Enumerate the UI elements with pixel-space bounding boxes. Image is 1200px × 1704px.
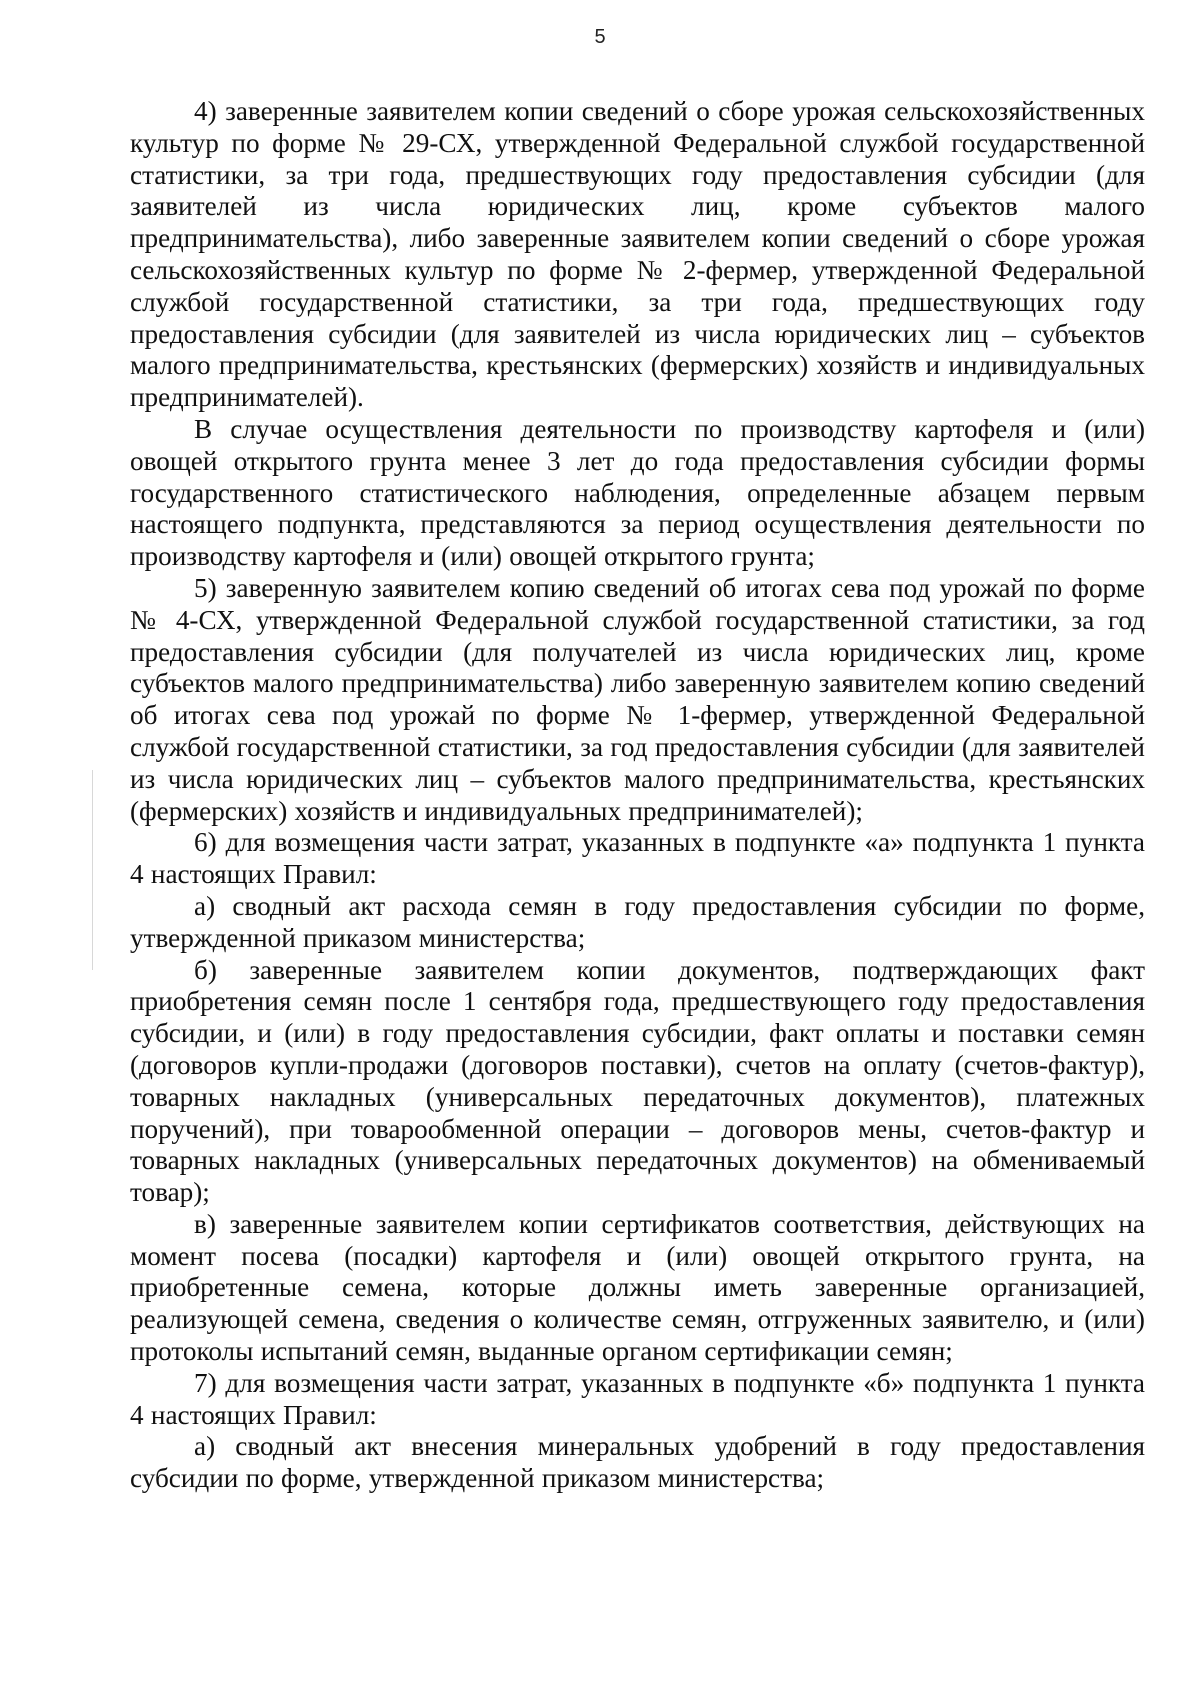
paragraph-item-5: 5) заверенную заявителем копию сведений об итогах сева под урожай по форме № 4-СХ, утвержденной Федеральной службой государственной статистики, за год предоставления субсидии (для получателей из числа юридических лиц, кроме субъектов малого предпринимательства) либо заверенную заявителем копию сведений об итогах сева под урожай по форме № 1-фермер, утвержденной Федеральной службой государственной статистики, за год предоставления субсидии (для заявителей из числа юридических лиц – субъектов малого предпринимательства, крестьянских (фермерских) хозяйств и индивидуальных предпринимателей); [130, 572, 1145, 826]
paragraph-item-7a: а) сводный акт внесения минеральных удобрений в году предоставления субсидии по форме, утвержденной приказом министерства; [130, 1431, 1145, 1494]
margin-mark [92, 770, 93, 970]
page-number: 5 [594, 26, 606, 48]
paragraph-item-7: 7) для возмещения части затрат, указанных в подпункте «б» подпункта 1 пункта 4 настоящих Правил: [130, 1367, 1145, 1430]
document-body [130, 96, 1145, 1495]
paragraph-item-6a: а) сводный акт расхода семян в году предоставления субсидии по форме, утвержденной приказом министерства; [130, 890, 1145, 953]
paragraph-item-4: 4) заверенные заявителем копии сведений о сборе урожая сельскохозяйственных культур по форме № 29-СХ, утвержденной Федеральной службой государственной статистики, за три года, предшествующих году предоставления субсидии (для заявителей из числа юридических лиц, кроме субъектов малого предпринимательства), либо заверенные заявителем копии сведений о сборе урожая сельскохозяйственных культур по форме № 2-фермер, утвержденной Федеральной службой государственной статистики, за три года, предшествующих году предоставления субсидии (для заявителей из числа юридических лиц – субъектов малого предпринимательства, крестьянских (фермерских) хозяйств и индивидуальных предпринимателей). [130, 96, 1145, 413]
paragraph-item-6b: б) заверенные заявителем копии документов, подтверждающих факт приобретения семян после 1 сентября года, предшествующего году предоставления субсидии, и (или) в году предоставления субсидии, факт оплаты и поставки семян (договоров купли-продажи (договоров поставки), счетов на оплату (счетов-фактур), товарных накладных (универсальных передаточных документов), платежных поручений), при товарообменной операции – договоров мены, счетов-фактур и товарных накладных (универсальных передаточных документов) на обмениваемый товар); [130, 954, 1145, 1208]
paragraph-item-4-note: В случае осуществления деятельности по производству картофеля и (или) овощей открытого грунта менее 3 лет до года предоставления субсидии формы государственного статистического наблюдения, определенные абзацем первым настоящего подпункта, представляются за период осуществления деятельности по производству картофеля и (или) овощей открытого грунта; [130, 413, 1145, 572]
paragraph-item-6: 6) для возмещения части затрат, указанных в подпункте «а» подпункта 1 пункта 4 настоящих Правил: [130, 827, 1145, 890]
paragraph-item-6v: в) заверенные заявителем копии сертификатов соответствия, действующих на момент посева (посадки) картофеля и (или) овощей открытого грунта, на приобретенные семена, которые должны иметь заверенные организацией, реализующей семена, сведения о количестве семян, отгруженных заявителю, и (или) протоколы испытаний семян, выданные органом сертификации семян; [130, 1208, 1145, 1367]
